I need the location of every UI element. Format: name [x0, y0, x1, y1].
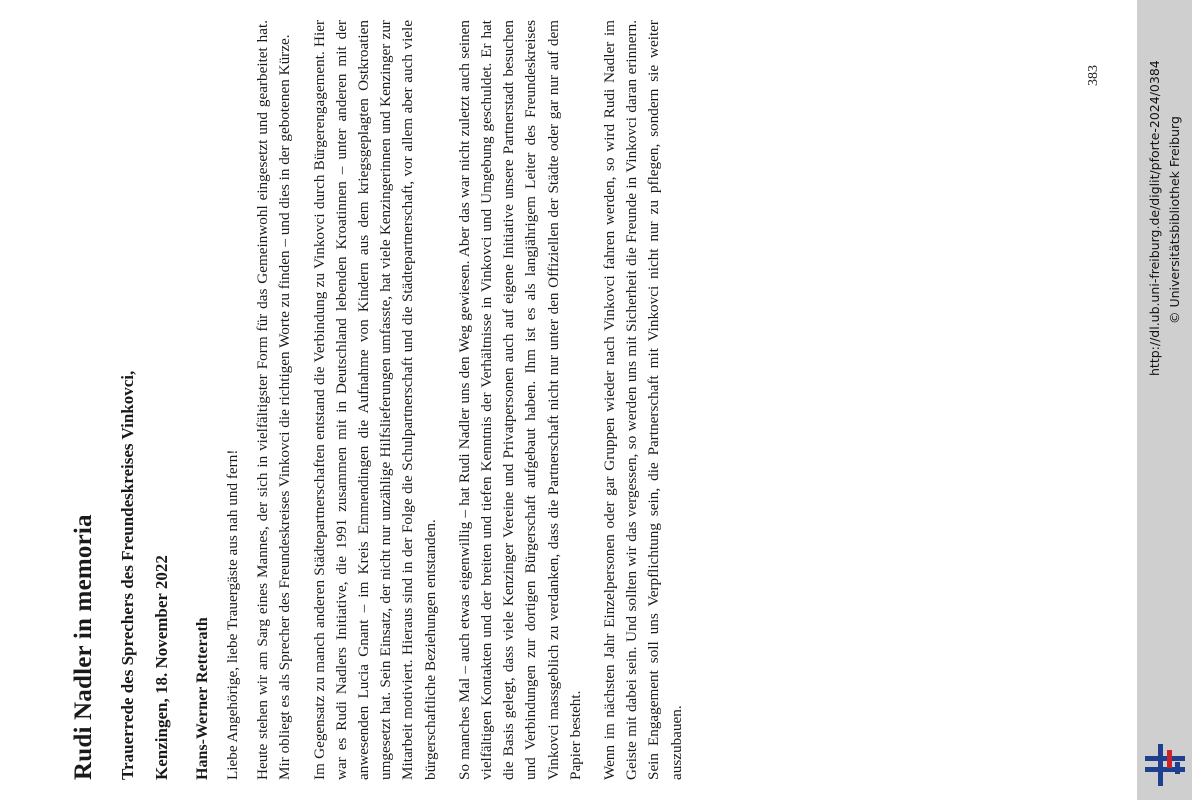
library-logo-icon	[1145, 742, 1185, 788]
page-title: Rudi Nadler in memoria	[70, 514, 97, 780]
place-date: Kenzingen, 18. November 2022	[152, 555, 171, 780]
page-subtitle: Trauerrede des Sprechers des Freundeskreises Vinkovci,	[118, 370, 137, 780]
paragraph: Im Gegensatz zu manch anderen Städtepartnerschaften entstand die Verbindung zu Vinkovci durch Bürgerengagement. Hier war es Rudi Nadlers Initiative, die 1991 zusammen mit in Deutschland lebenden Kroatinnen – unter anderen mit der anwesenden Lucia Gnant – im Kreis Emmendingen die Aufnahme von Kindern aus dem kriegsgeplagten Ostkroatien umgesetzt hat. Sein Einsatz, der nicht nur unzählige Hilfslieferungen umfasste, hat viele Kenzingerinnen und Kenzinger zur Mitarbeit motiviert. Hieraus sind in der Folge die Schulpartnerschaft und die Städtepartnerschaft, vor allem aber auch viele bürgerschaftliche Beziehungen entstanden.	[310, 20, 439, 780]
paragraph: Wenn im nächsten Jahr Einzelpersonen oder gar Gruppen wieder nach Vinkovci fahren werden, so wird Rudi Nadler im Geiste mit dabei sein. Und sollten wir das vergessen, so werden uns mit Sicherheit die Freunde in Vinkovci daran erinnern. Sein Engagement soll uns Verpflichtung sein, die Partnerschaft mit Vinkovci nicht nur zu pflegen, sondern sie weiter auszubauen.	[601, 20, 685, 780]
paragraph: Heute stehen wir am Sarg eines Mannes, der sich in vielfältigster Form für das Gemeinwohl eingesetzt und gearbeitet hat. Mir obliegt es als Sprecher des Freundeskreises Vinkovci die richtigen Worte zu finden – und dies in der gebotenen Kürze.	[254, 20, 294, 780]
copyright-notice: © Universitätsbibliothek Freiburg	[1167, 116, 1182, 324]
library-sidebar	[1137, 0, 1192, 800]
page-number	[1086, 52, 1112, 92]
source-url[interactable]: http://dl.ub.uni-freiburg.de/diglit/pforte-2024/0384	[1147, 60, 1162, 376]
greeting-line: Liebe Angehörige, liebe Trauergäste aus nah und fern!	[224, 449, 241, 780]
document-page	[60, 20, 900, 780]
author-name: Hans-Werner Retterath	[194, 617, 211, 780]
page-number-text: 383	[1086, 65, 1101, 86]
paragraph: So manches Mal – auch etwas eigenwillig – hat Rudi Nadler uns den Weg gewiesen. Aber das war nicht zuletzt auch seinen vielfältigen Kontakten und der breiten und tiefen Kenntnis der Verhältnisse in Vinkovci und Umgebung geschuldet. Er hat die Basis gelegt, dass viele Kenzinger Vereine und Privatpersonen auch auf eigene Initiative unsere Partnerstadt besuchen und Verbindungen zur dortigen Bürgerschaft aufgebaut haben. Ihm ist es als langjährigem Leiter des Freundeskreises Vinkovci massgeblich zu verdanken, dass die Partnerschaft nicht nur unter den Offiziellen der Städte oder gar nur auf dem Papier besteht.	[455, 20, 584, 780]
